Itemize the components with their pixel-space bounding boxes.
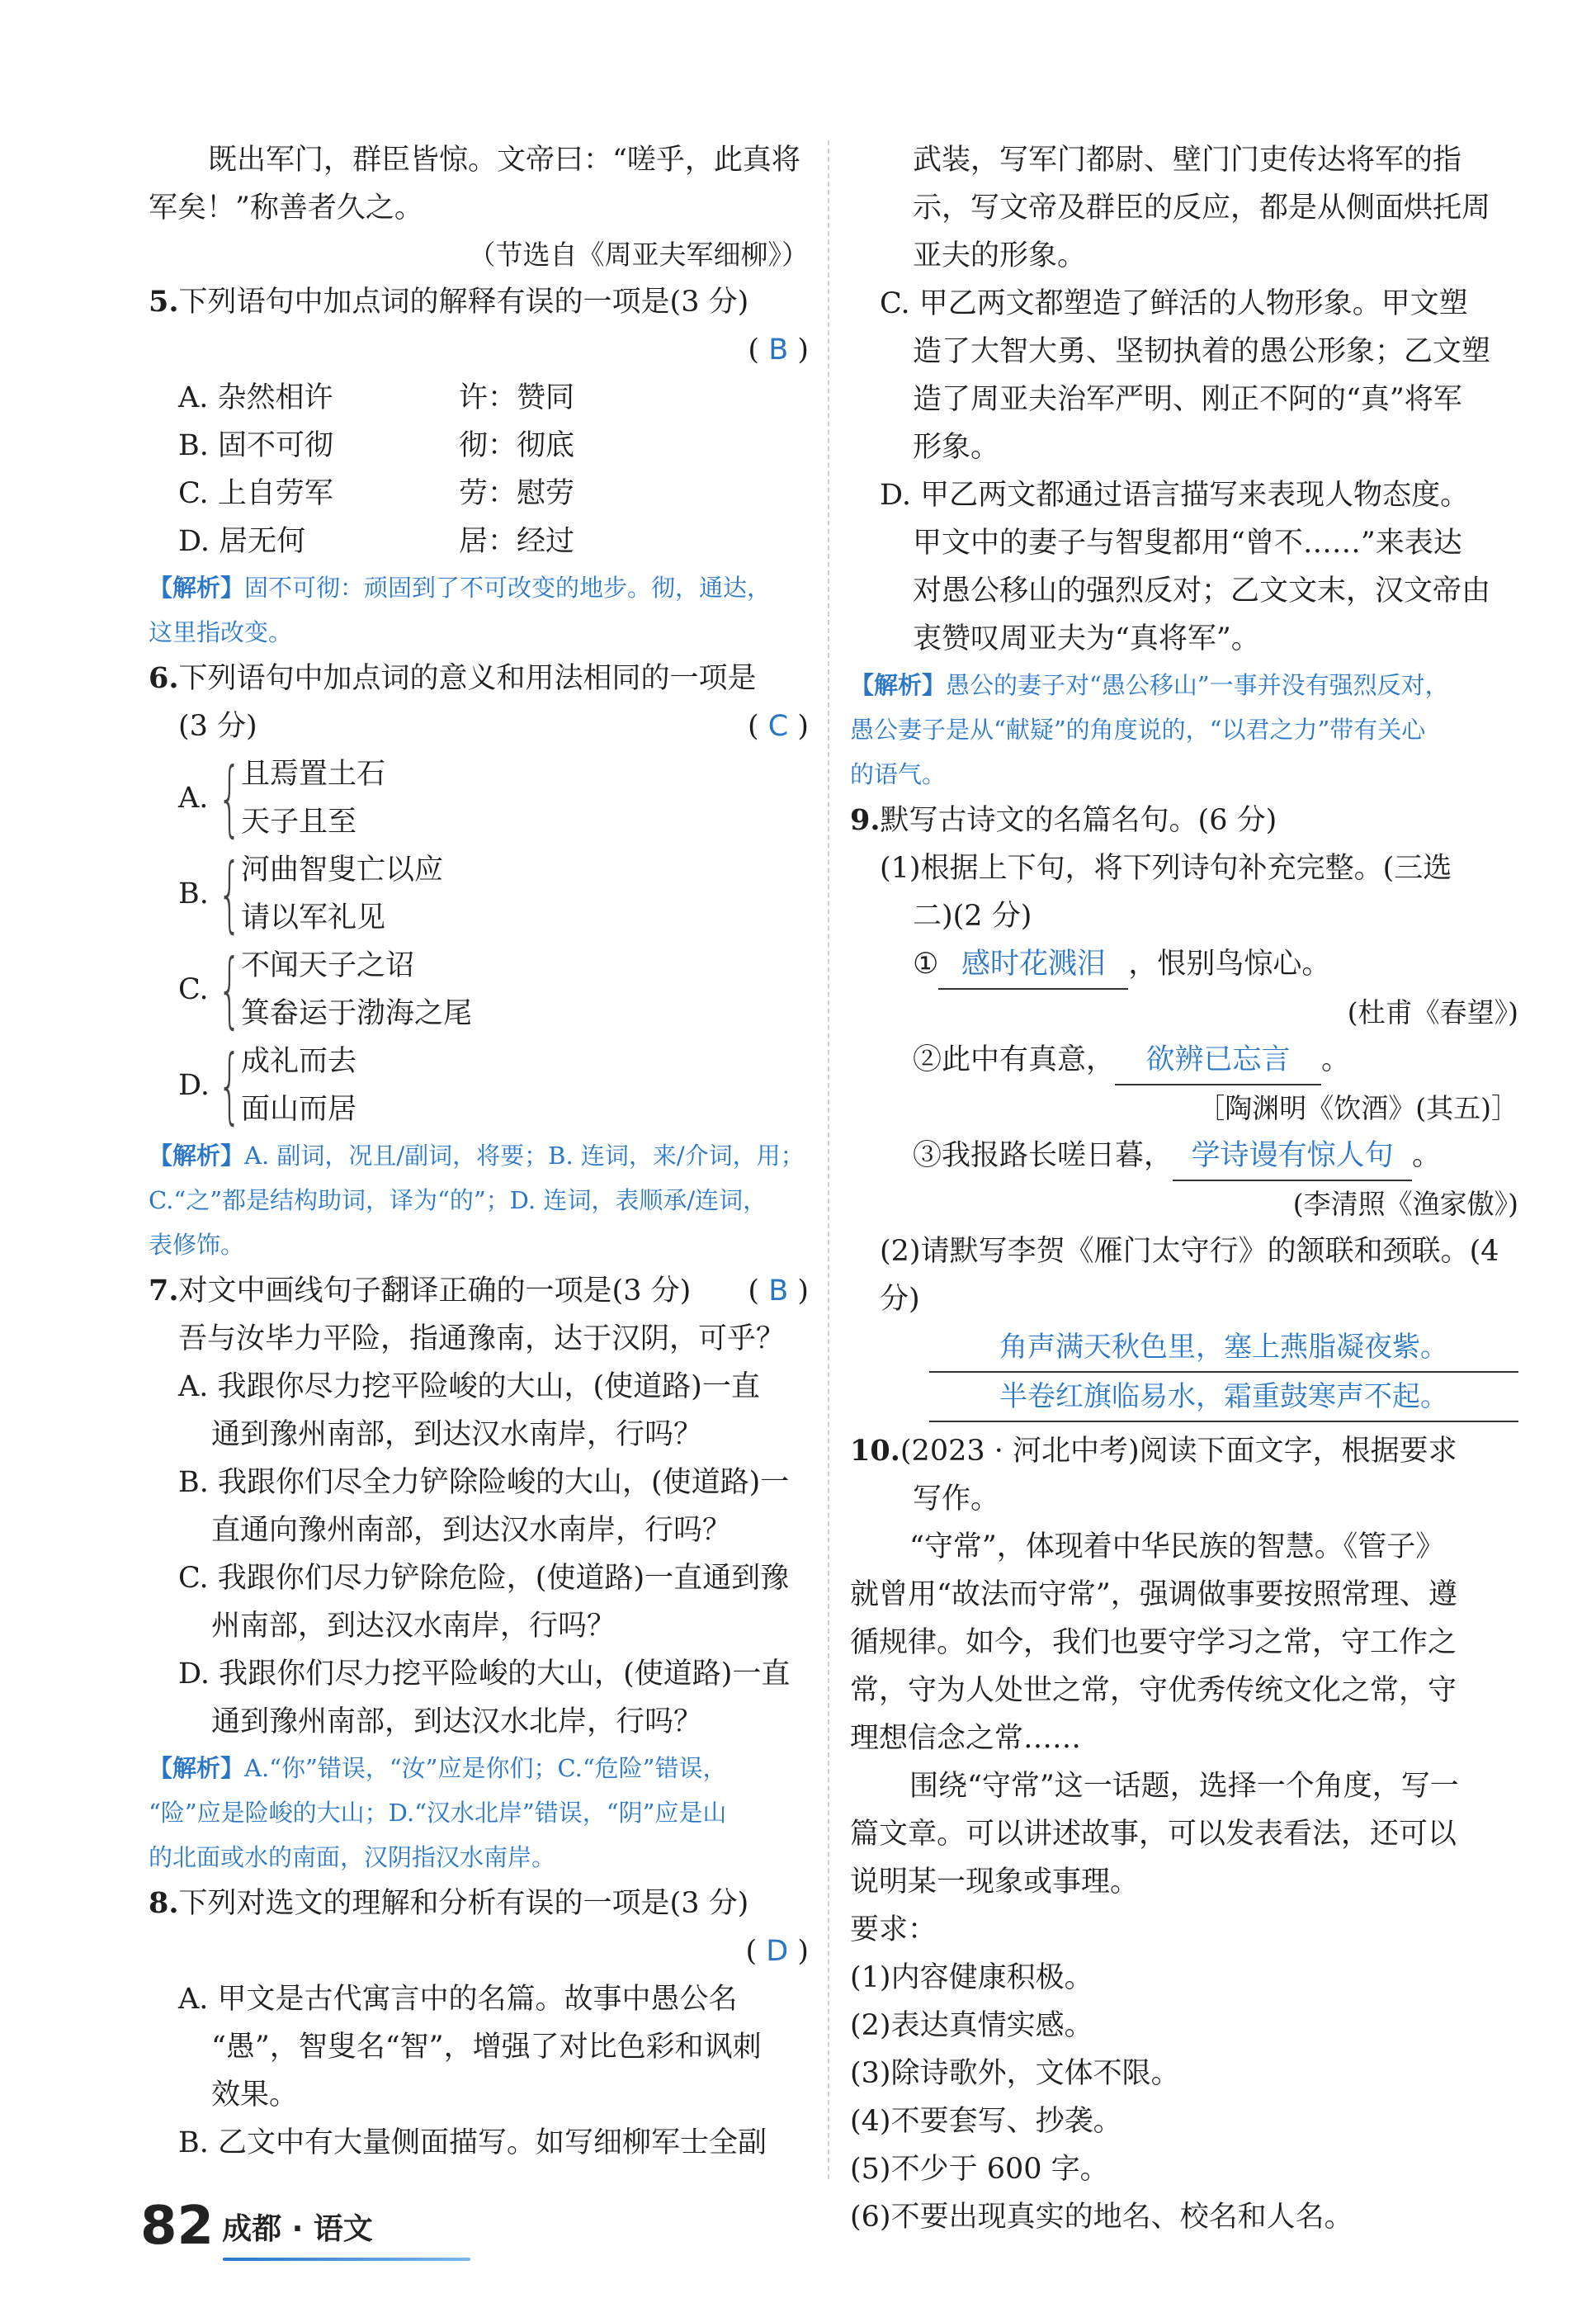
q8-stem: 8.下列对选文的理解和分析有误的一项是(3 分) [149,1886,749,1920]
left-column [149,136,809,2167]
q10-requirement: (6)不要出现真实的地名、校名和人名。 [850,2201,1353,2234]
q7-analysis-cont: “险”应是险峻的大山；D.“汉水北岸”错误，“阴”应是山 [149,1799,727,1827]
q8-analysis-cont: 愚公妻子是从“献疑”的角度说的，“以君之力”带有关心 [850,716,1426,744]
q8-option-b-cont: 亚夫的形象。 [913,239,1087,272]
q8-option-c: C. 甲乙两文都塑造了鲜活的人物形象。甲文塑 [880,287,1468,320]
page-footer [140,2196,373,2257]
brace-icon: { [218,1037,242,1133]
column-divider [828,140,829,2179]
brace-icon: { [218,750,242,846]
q10-number: 10. [850,1434,900,1468]
q5-option-explain: 劳：慰劳 [459,477,575,510]
q9-sub1-cont: 二)(2 分) [913,900,1032,933]
q7-option-cont: 州南部，到达汉水南岸，行吗？ [211,1610,616,1643]
q5-analysis-cont: 这里指改变。 [149,618,293,646]
q10-stem: 10.(2023 · 河北中考)阅读下面文字，根据要求 [850,1434,1457,1468]
q8-option-b-cont: 示，写文帝及群臣的反应，都是从侧面烘托周 [913,192,1491,225]
q5-answer-line: ( B ) [748,333,809,366]
q6-group-b: B. { 河曲智叟亡以应 请以军礼见 [178,845,444,942]
q5-option-explain: 彻：彻底 [459,429,575,462]
q5-option-explain: 居：经过 [459,525,575,558]
q7-option-cont: 通到豫州南部，到达汉水南岸，行吗？ [211,1418,703,1451]
footer-underline [223,2258,470,2261]
q7-answer: B [768,1274,789,1308]
q9-sub2-answer: 半卷红旗临易水，霜重鼓寒声不起。 [929,1373,1518,1422]
q5-option-phrase: D. 居无何 [178,525,306,558]
q7-quote: 吾与汝毕力平险，指通豫南，达于汉阴，可乎？ [178,1322,786,1355]
passage-line: 既出军门，群臣皆惊。文帝曰：“嗟乎，此真将 [208,144,800,177]
q8-option-d-cont: 对愚公移山的强烈反对；乙文文末，汉文帝由 [913,575,1491,608]
q9-item2: ②此中有真意， 欲辨已忘言 。 [850,1036,1518,1085]
q5-analysis: 【解析】固不可彻：顽固到了不可改变的地步。彻，通达， [149,574,772,602]
footer-label: 成都 · 语文 [222,2212,373,2246]
q7-option-cont: 直通向豫州南部，到达汉水南岸，行吗？ [211,1514,732,1547]
q5-option-phrase: B. 固不可彻 [178,429,333,462]
q9-sub2-answer: 角声满天秋色里，塞上燕脂凝夜紫。 [929,1323,1518,1373]
q9-item1: ① 感时花溅泪 ，恨别鸟惊心。 [850,940,1518,990]
right-column [850,136,1518,2241]
q10-para1-cont: 理想信念之常…… [850,1722,1082,1755]
q8-number: 8. [149,1886,179,1920]
q8-option-a-cont: “愚”，智叟名“智”，增强了对比色彩和讽刺 [211,2031,762,2064]
q10-para2: 围绕“守常”这一话题，选择一个角度，写一 [909,1770,1459,1803]
q5-stem-text: 下列语句中加点词的解释有误的一项是(3 分) [178,286,749,319]
q10-para2-cont: 篇文章。可以讲述故事，可以发表看法，还可以 [850,1818,1457,1851]
q9-item2-source: ［陶渊明《饮酒》(其五)］ [1197,1092,1518,1124]
q9-item1-answer: 感时花溅泪 [938,940,1128,990]
q8-answer-line: ( D ) [745,1935,809,1968]
q8-option-c-cont: 造了周亚夫治军严明、刚正不阿的“真”将军 [913,383,1462,416]
q9-stem: 9.默写古诗文的名篇名句。(6 分) [850,803,1277,837]
q8-option-a-cont: 效果。 [211,2078,299,2111]
q8-option-d-cont: 衷赞叹周亚夫为“真将军”。 [913,622,1260,655]
q10-requirement: (4)不要套写、抄袭。 [850,2105,1122,2138]
q9-item1-source: (杜甫《春望》) [1347,996,1518,1029]
q7-option: C. 我跟你们尽力铲除危险，(使道路)一直通到豫 [178,1562,790,1595]
page-number: 82 [140,2196,215,2257]
q9-sub1: (1)根据上下句，将下列诗句补充完整。(三选 [880,852,1452,885]
q6-analysis: 【解析】A. 副词，况且/副词，将要；B. 连词，来/介词，用； [149,1142,805,1170]
q7-option-cont: 通到豫州南部，到达汉水北岸，行吗？ [211,1705,703,1738]
q7-option: A. 我跟你尽力挖平险峻的大山，(使道路)一直 [178,1370,760,1403]
q8-answer: D [766,1935,789,1968]
q5-options [149,374,809,565]
q9-item3-answer: 学诗谩有惊人句 [1173,1132,1412,1181]
q8-option-c-cont: 形象。 [913,431,1000,464]
q5-answer: B [768,333,789,366]
q10-requirements-title: 要求： [850,1913,937,1946]
q6-group-c: C. { 不闻天子之诏 箕畚运于渤海之尾 [178,941,473,1038]
q5-option-phrase: A. 杂然相许 [178,381,333,414]
q10-requirement: (3)除诗歌外，文体不限。 [850,2057,1180,2090]
q9-item2-answer: 欲辨已忘言 [1115,1036,1321,1085]
passage-line: 军矣！”称善者久之。 [149,192,423,225]
q10-para1: “守常”，体现着中华民族的智慧。《管子》 [909,1530,1445,1563]
q8-option-b-cont: 武装，写军门都尉、壁门门吏传达将军的指 [913,144,1462,177]
q10-para2-cont: 说明某一现象或事理。 [850,1866,1140,1899]
q5-stem [149,278,809,326]
brace-icon: { [218,845,242,942]
passage-source: （节选自《周亚夫军细柳》） [468,239,809,271]
q8-option-d-cont: 甲文中的妻子与智叟都用“曾不……”来表达 [913,527,1462,560]
q8-option-a: A. 甲文是古代寓言中的名篇。故事中愚公名 [178,1983,738,2016]
q5-option-phrase: C. 上自劳军 [178,477,333,510]
q5-option-explain: 许：赞同 [459,381,575,414]
q8-option-c-cont: 造了大智大勇、坚韧执着的愚公形象；乙文塑 [913,335,1491,368]
q8-analysis: 【解析】愚公的妻子对“愚公移山”一事并没有强烈反对， [850,671,1449,699]
q6-group-a: A. { 且焉置土石 天子且至 [178,750,386,846]
q10-para1-cont: 就曾用“故法而守常”，强调做事要按照常理、遵 [850,1578,1457,1611]
q9-number: 9. [850,803,881,837]
q10-stem-cont: 写作。 [913,1483,1000,1516]
q5-number: 5. [149,285,179,319]
q10-requirement: (5)不少于 600 字。 [850,2153,1109,2186]
q6-analysis-cont: 表修饰。 [149,1231,245,1259]
q7-stem: 7.对文中画线句子翻译正确的一项是(3 分) ( B ) [149,1274,809,1308]
analysis-tag: 【解析】 [149,574,245,602]
q6-analysis-cont: C.“之”都是结构助词，译为“的”；D. 连词，表顺承/连词， [149,1186,767,1214]
q6-number: 6. [149,661,179,695]
q8-option-d: D. 甲乙两文都通过语言描写来表现人物态度。 [880,479,1470,512]
brace-icon: { [218,941,242,1038]
q8-analysis-cont: 的语气。 [850,760,947,788]
q6-answer: C [767,710,789,743]
q9-item3: ③我报路长嗟日暮， 学诗谩有惊人句 。 [850,1132,1518,1181]
q10-para1-cont: 常，守为人处世之常，守优秀传统文化之常，守 [850,1674,1457,1707]
q10-para1-cont: 循规律。如今，我们也要守学习之常，守工作之 [850,1626,1457,1659]
q6-stem-line2: (3 分) ( C ) [178,710,809,743]
q7-analysis: 【解析】A.“你”错误，“汝”应是你们；C.“危险”错误， [149,1754,727,1782]
q10-requirement: (2)表达真情实感。 [850,2009,1093,2042]
q9-item3-source: (李清照《渔家傲》) [1292,1188,1518,1220]
q7-analysis-cont: 的北面或水的南面，汉阴指汉水南岸。 [149,1843,556,1871]
q8-option-b: B. 乙文中有大量侧面描写。如写细柳军士全副 [178,2126,767,2159]
q9-sub2: (2)请默写李贺《雁门太守行》的颔联和颈联。(4 分) [880,1235,1499,1316]
q7-number: 7. [149,1274,179,1308]
q6-stem: 6.下列语句中加点词的意义和用法相同的一项是 [149,661,757,695]
q7-option: B. 我跟你们尽全力铲除险峻的大山，(使道路)一 [178,1466,790,1499]
q6-group-d: D. { 成礼而去 面山而居 [178,1037,357,1133]
q7-option: D. 我跟你们尽力挖平险峻的大山，(使道路)一直 [178,1657,791,1691]
q10-requirement: (1)内容健康积极。 [850,1961,1093,1994]
